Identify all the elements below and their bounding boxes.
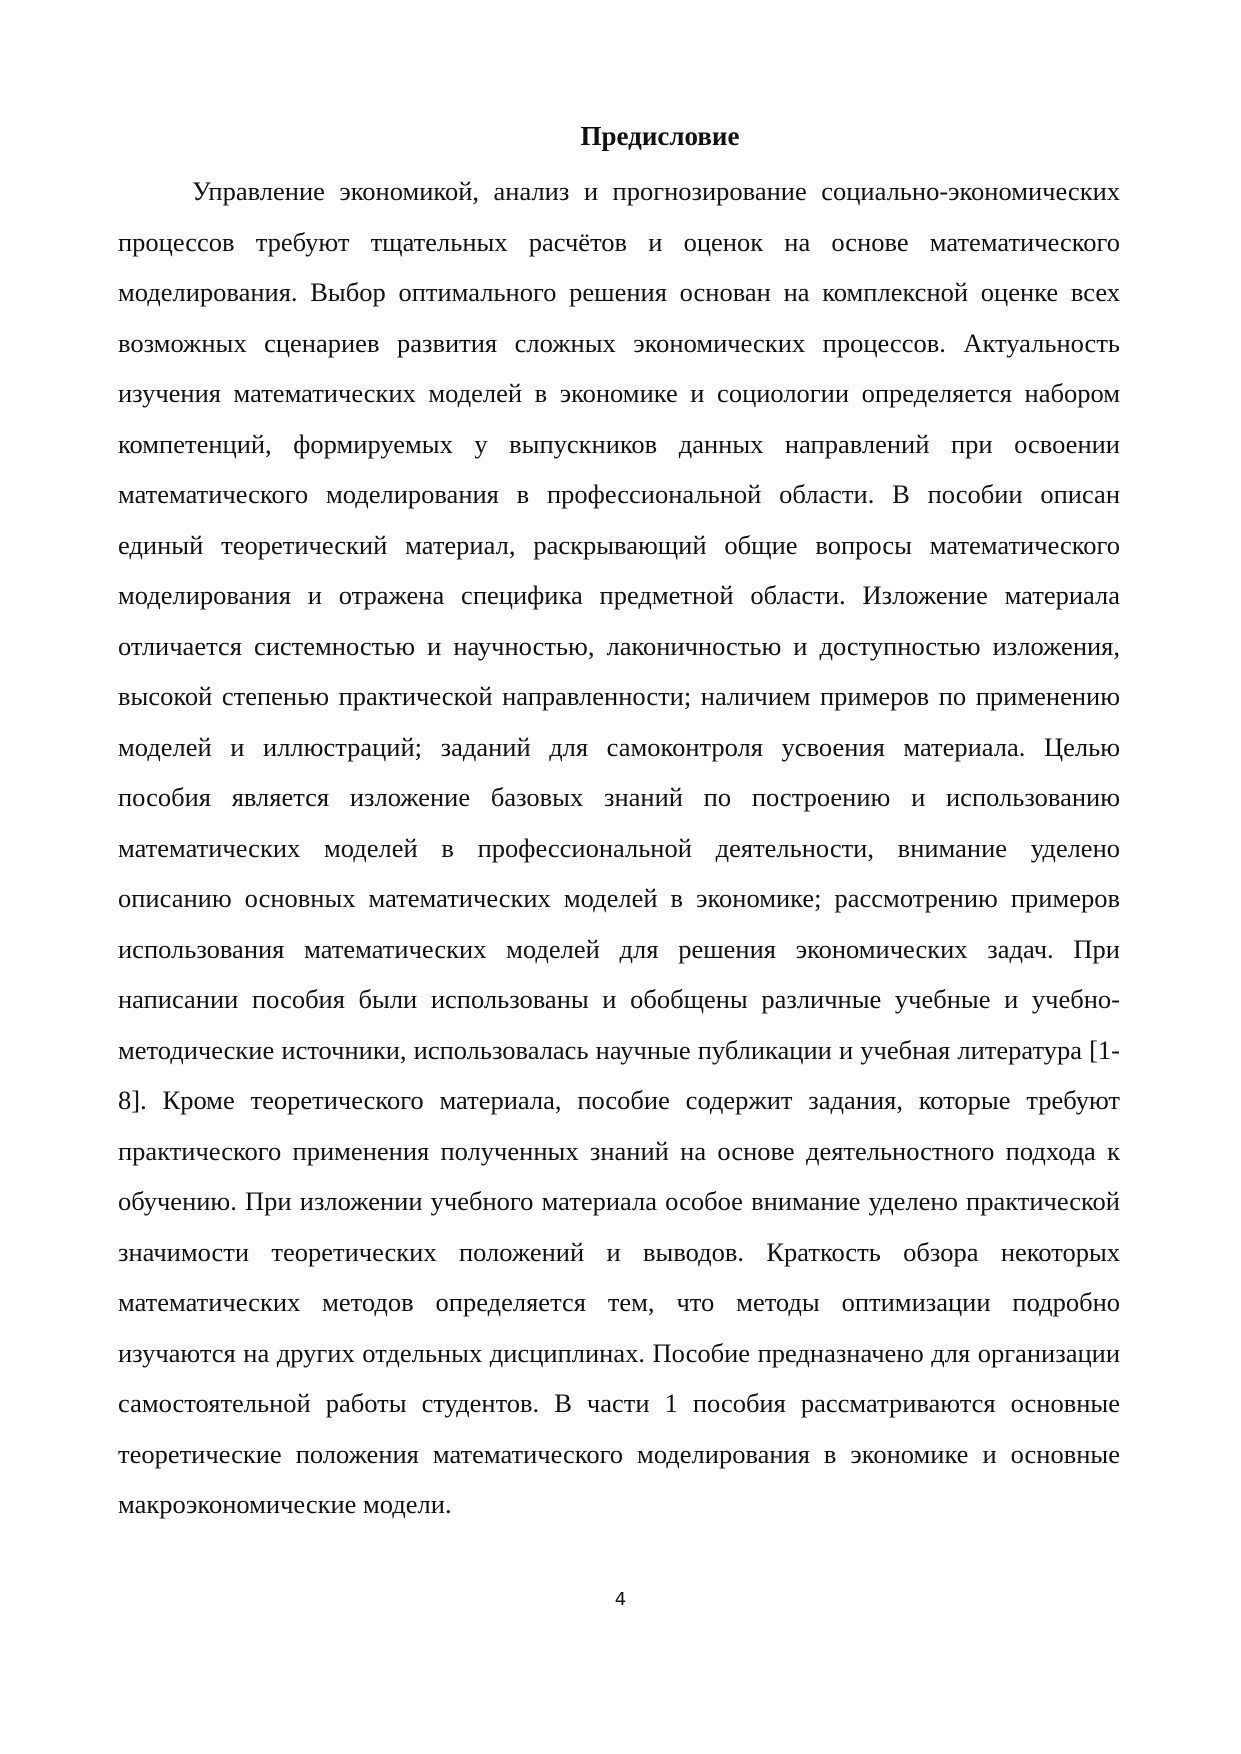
page-title: Предисловие [580, 121, 740, 151]
preface-paragraph: Управление экономикой, анализ и прогнозирование социально-экономических процессов требуют тщательных расчётов и оценок на основе математического моделирования. Выбор оптимального решения основан на комплексной оценке всех возможных сценариев развития сложных экономических процессов. Актуальность изучения математических моделей в экономике и социологии определяется набором компетенций, формируемых у выпускников данных направлений при освоении математического моделирования в профессиональной области. В пособии описан единый теоретический материал, раскрывающий общие вопросы математического моделирования и отражена специфика предметной области. Изложение материала отличается системностью и научностью, лаконичностью и доступностью изложения, высокой степенью практической направленности; наличием примеров по применению моделей и иллюстраций; заданий для самоконтроля усвоения материала. Целью пособия является изложение базовых знаний по построению и использованию математических моделей в профессиональной деятельности, внимание уделено описанию основных математических моделей в экономике; рассмотрению примеров использования математических моделей для решения экономических задач. При написании пособия были использованы и обобщены различные учебные и учебно-методические источники, использовалась научные публикации и учебная литература [1-8]. Кроме теоретического материала, пособие содержит задания, которые требуют практического применения полученных знаний на основе деятельностного подхода к обучению. При изложении учебного материала особое внимание уделено практической значимости теоретических положений и выводов. Краткость обзора некоторых математических методов определяется тем, что методы оптимизации подробно изучаются на других отдельных дисциплинах. Пособие предназначено для организации самостоятельной работы студентов. В части 1 пособия рассматриваются основные теоретические положения математического моделирования в экономике и основные макроэкономические модели. [118, 176, 1120, 1519]
page-number: 4 [614, 1589, 627, 1610]
